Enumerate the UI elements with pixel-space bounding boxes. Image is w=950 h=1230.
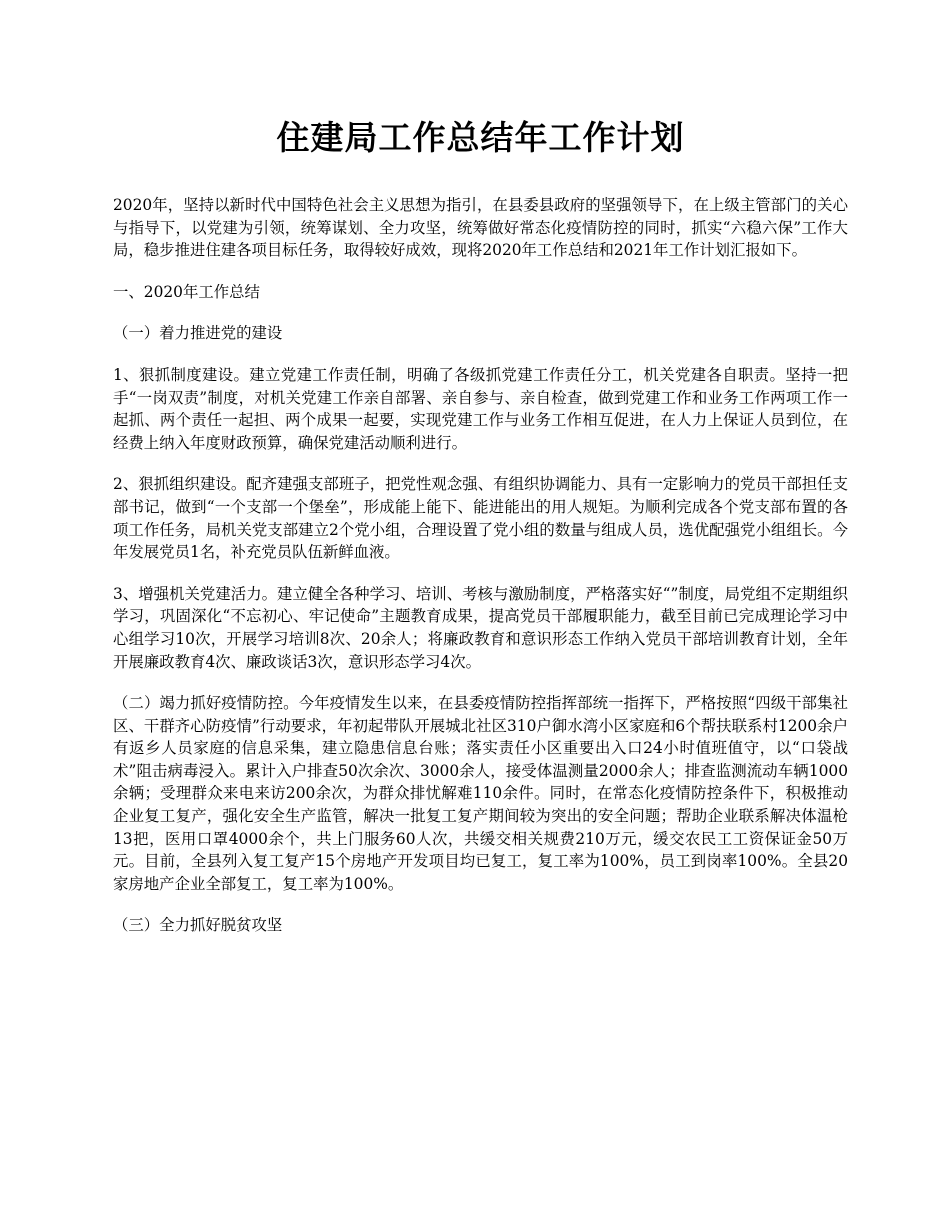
intro-paragraph: 2020年，坚持以新时代中国特色社会主义思想为指引，在县委县政府的坚强领导下，在上级主管部门的关心与指导下，以党建为引领，统筹谋划、全力攻坚，统筹做好常态化疫情防控的同时，抓实“六稳六保”工作大局，稳步推进住建各项目标任务，取得较好成效，现将2020年工作总结和2021年工作计划汇报如下。 <box>113 196 848 260</box>
document-title: 住建局工作总结年工作计划 <box>276 118 685 157</box>
subsection-heading-3: （三）全力抓好脱贫攻坚 <box>113 916 283 935</box>
item-paragraph-1: 1、狠抓制度建设。建立党建工作责任制，明确了各级抓党建工作责任分工，机关党建各自职责。坚持一把手“一岗双责”制度，对机关党建工作亲自部署、亲自参与、亲自检查，做到党建工作和业务工作两项工作一起抓、两个责任一起担、两个成果一起要，实现党建工作与业务工作相互促进，在人力上保证人员到位，在经费上纳入年度财政预算，确保党建活动顺利进行。 <box>113 365 848 452</box>
section-heading-1: 一、2020年工作总结 <box>113 282 260 301</box>
subsection-heading-1: （一）着力推进党的建设 <box>113 324 283 343</box>
document-page <box>113 112 848 956</box>
item-paragraph-3: 3、增强机关党建活力。建立健全各种学习、培训、考核与激励制度，严格落实好“”制度，局党组不定期组织学习，巩固深化“不忘初心、牢记使命”主题教育成果，提高党员干部履职能力，截至目前已完成理论学习中心组学习10次，开展学习培训8次、20余人；将廉政教育和意识形态工作纳入党员干部培训教育计划，全年开展廉政教育4次、廉政谈话3次，意识形态学习4次。 <box>113 584 848 671</box>
subsection-paragraph-2: （二）竭力抓好疫情防控。今年疫情发生以来，在县委疫情防控指挥部统一指挥下，严格按照“四级干部集社区、干群齐心防疫情”行动要求，年初起带队开展城北社区310户御水湾小区家庭和6个帮扶联系村1200余户有返乡人员家庭的信息采集，建立隐患信息台账；落实责任小区重要出入口24小时值班值守，以“口袋战术”阻击病毒浸入。累计入户排查50次余次、3000余人，接受体温测量2000余人；排查监测流动车辆1000余辆；受理群众来电来访200余次，为群众排忧解难110余件。同时，在常态化疫情防控条件下，积极推动企业复工复产，强化安全生产监管，解决一批复工复产期间较为突出的安全问题；帮助企业联系解决体温枪13把，医用口罩4000余个，共上门服务60人次，共缓交相关规费210万元，缓交农民工工资保证金50万元。目前，全县列入复工复产15个房地产开发项目均已复工，复工率为100%，员工到岗率100%。全县20家房地产企业全部复工，复工率为100%。 <box>113 694 848 893</box>
item-paragraph-2: 2、狠抓组织建设。配齐建强支部班子，把党性观念强、有组织协调能力、具有一定影响力的党员干部担任支部书记，做到“一个支部一个堡垒”，形成能上能下、能进能出的用人规矩。为顺利完成各个党支部布置的各项工作任务，局机关党支部建立2个党小组，合理设置了党小组的数量与组成人员，选优配强党小组组长。今年发展党员1名，补充党员队伍新鲜血液。 <box>113 475 848 562</box>
